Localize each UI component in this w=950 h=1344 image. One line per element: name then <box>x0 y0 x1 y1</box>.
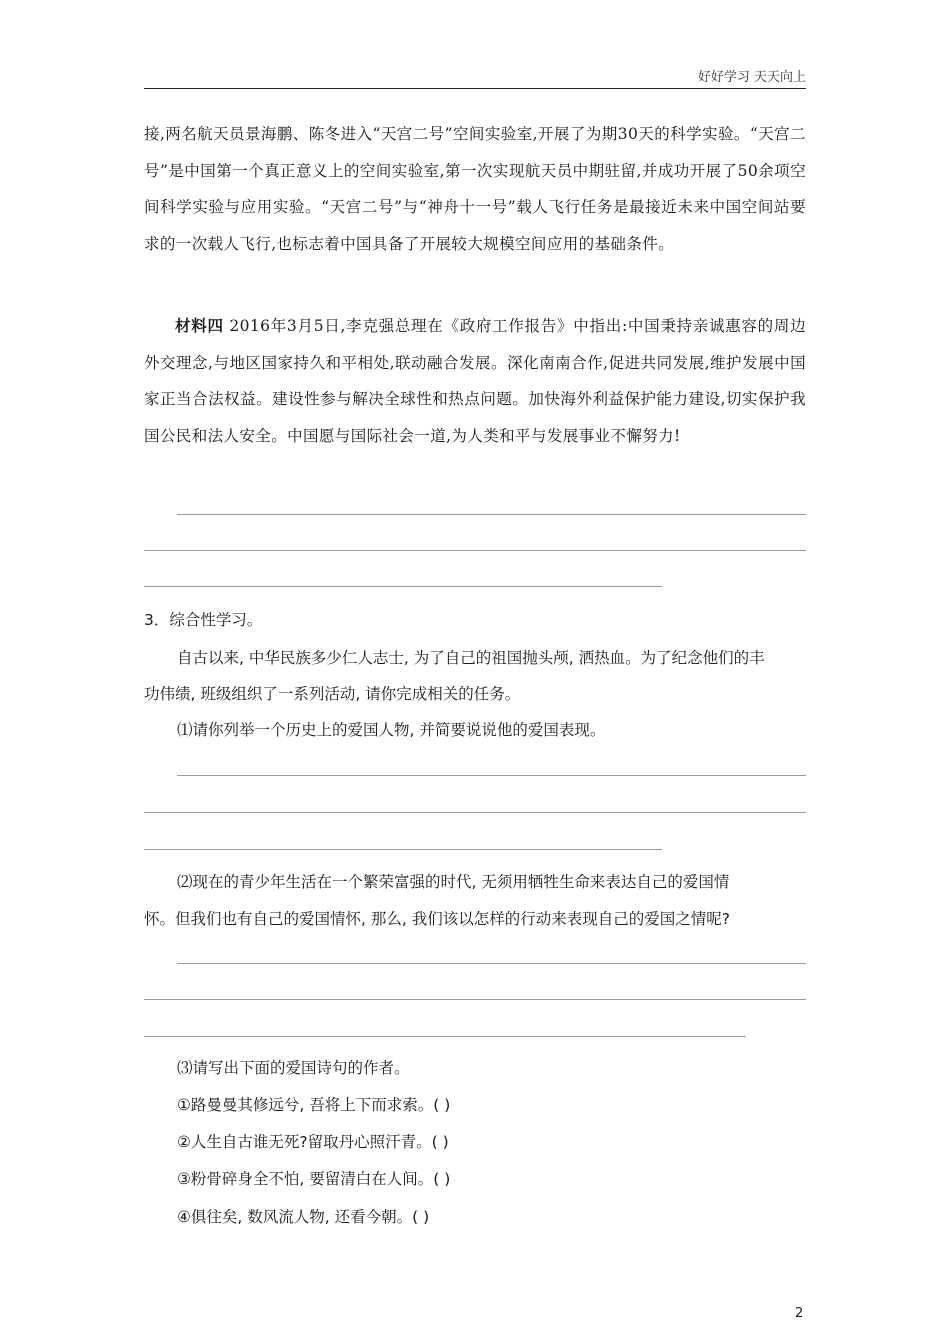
answer-line[interactable] <box>144 550 806 551</box>
material-four-label: 材料四 <box>175 316 224 335</box>
answer-line[interactable] <box>177 775 806 776</box>
answer-line[interactable] <box>144 812 806 813</box>
passage-continued: 接,两名航天员景海鹏、陈冬进入“天宫二号”空间实验室,开展了为期30天的科学实验。“天宫二号”是中国第一个真正意义上的空间实验室,第一次实现航天员中期驻留,并成功开展了50余项空间科学实验与应用实验。“天宫二号”与“神舟十一号”载人飞行任务是最接近未来中国空间站要求的一次载人飞行,也标志着中国具备了开展较大规模空间应用的基础条件。 <box>144 125 806 253</box>
answer-line[interactable] <box>144 849 662 850</box>
material-four <box>144 308 806 454</box>
question-3-intro: 自古以来, 中华民族多少仁人志士, 为了自己的祖国抛头颅, 洒热血。为了纪念他们的丰 <box>177 649 765 667</box>
sub-question-3: ⑶请写出下面的爱国诗句的作者。 <box>177 1059 410 1077</box>
header-rule <box>144 88 806 89</box>
page-number: 2 <box>795 1306 804 1321</box>
question-3-title: 3．综合性学习。 <box>144 611 263 629</box>
poem-item: ③粉骨碎身全不怕, 要留清白在人间。( ) <box>177 1170 451 1188</box>
answer-line[interactable] <box>144 999 806 1000</box>
answer-line[interactable] <box>144 1036 746 1037</box>
sub-question-2: 怀。但我们也有自己的爱国情怀, 那么, 我们该以怎样的行动来表现自己的爱国之情呢? <box>144 910 730 928</box>
running-header: 好好学习 天天向上 <box>697 70 806 85</box>
answer-line[interactable] <box>144 586 662 587</box>
material-four-text: 2016年3月5日,李克强总理在《政府工作报告》中指出:中国秉持亲诚惠容的周边外交理念,与地区国家持久和平相处,联动融合发展。深化南南合作,促进共同发展,维护发展中国家正当合法权益。建设性参与解决全球性和热点问题。加快海外利益保护能力建设,切实保护我国公民和法人安全。中国愿与国际社会一道,为人类和平与发展事业不懈努力! <box>144 317 807 445</box>
question-3-intro: 功伟绩, 班级组织了一系列活动, 请你完成相关的任务。 <box>144 685 521 703</box>
answer-line[interactable] <box>177 514 806 515</box>
poem-item: ④俱往矣, 数风流人物, 还看今朝。( ) <box>177 1208 430 1226</box>
poem-item: ②人生自古谁无死?留取丹心照汗青。( ) <box>177 1133 449 1151</box>
sub-question-2: ⑵现在的青少年生活在一个繁荣富强的时代, 无须用牺牲生命来表达自己的爱国情 <box>177 873 730 891</box>
poem-item: ①路曼曼其修远兮, 吾将上下而求索。( ) <box>177 1096 451 1114</box>
sub-question-1: ⑴请你列举一个历史上的爱国人物, 并简要说说他的爱国表现。 <box>177 721 606 739</box>
answer-line[interactable] <box>177 963 806 964</box>
